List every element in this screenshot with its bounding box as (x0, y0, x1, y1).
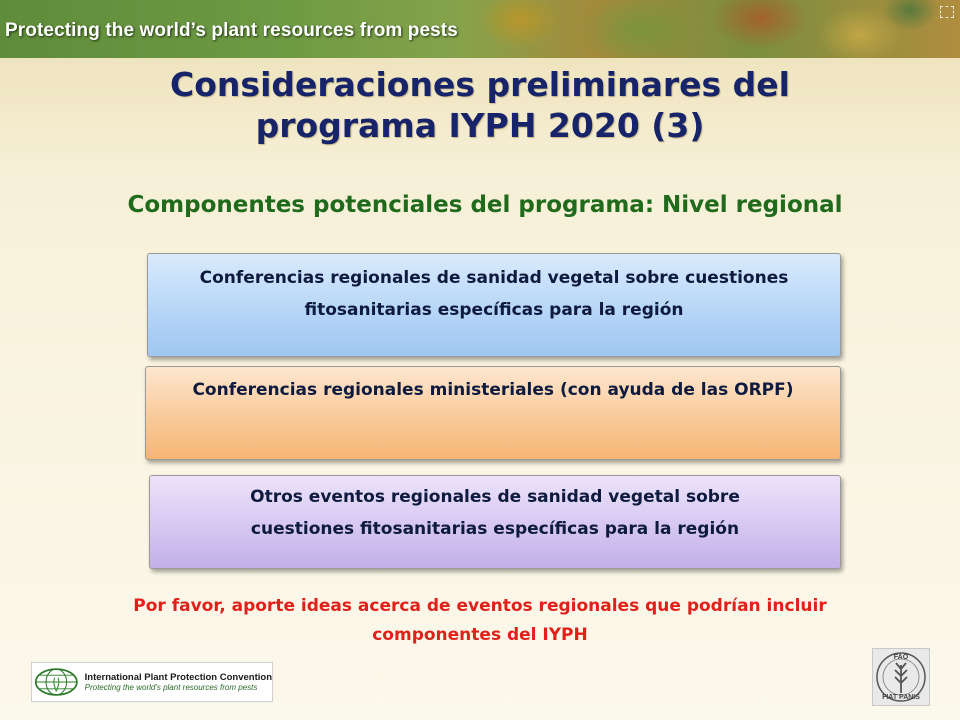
box-line: Otros eventos regionales de sanidad vegetal sobre (250, 487, 740, 507)
fao-motto: FIAT PANIS (882, 694, 920, 701)
component-box-ministerial-conferences (145, 366, 841, 460)
component-box-plant-health-conferences (147, 253, 841, 357)
component-box-other-events (149, 475, 841, 569)
slide-title-line1: Consideraciones preliminares del (170, 65, 790, 104)
fao-letters: FAO (893, 654, 909, 661)
fao-emblem-logo (872, 648, 930, 706)
ippc-name: International Plant Protection Convention (84, 672, 272, 683)
ippc-logo (31, 662, 273, 702)
box-line: fitosanitarias específicas para la región (304, 300, 684, 320)
header-banner (0, 0, 960, 58)
slide-subtitle: Componentes potenciales del programa: Nivel regional (127, 192, 843, 218)
ippc-tagline: Protecting the world's plant resources from pests (84, 683, 258, 692)
box-line: cuestiones fitosanitarias específicas para la región (250, 519, 740, 539)
slide-title-line2: programa IYPH 2020 (3) (255, 106, 705, 145)
call-for-ideas-note (60, 592, 900, 650)
note-line1: Por favor, aporte ideas acerca de eventos regionales que podrían incluir (133, 596, 827, 616)
box-line: Conferencias regionales de sanidad vegetal sobre cuestiones (199, 268, 789, 288)
ippc-globe-logo (34, 665, 79, 699)
box-line: Conferencias regionales ministeriales (con ayuda de las ORPF) (192, 380, 794, 400)
note-line2: componentes del IYPH (372, 625, 588, 645)
slide-title (40, 64, 920, 146)
window-frame-icon (940, 6, 954, 18)
banner-title: Protecting the world’s plant resources from pests (5, 20, 458, 41)
